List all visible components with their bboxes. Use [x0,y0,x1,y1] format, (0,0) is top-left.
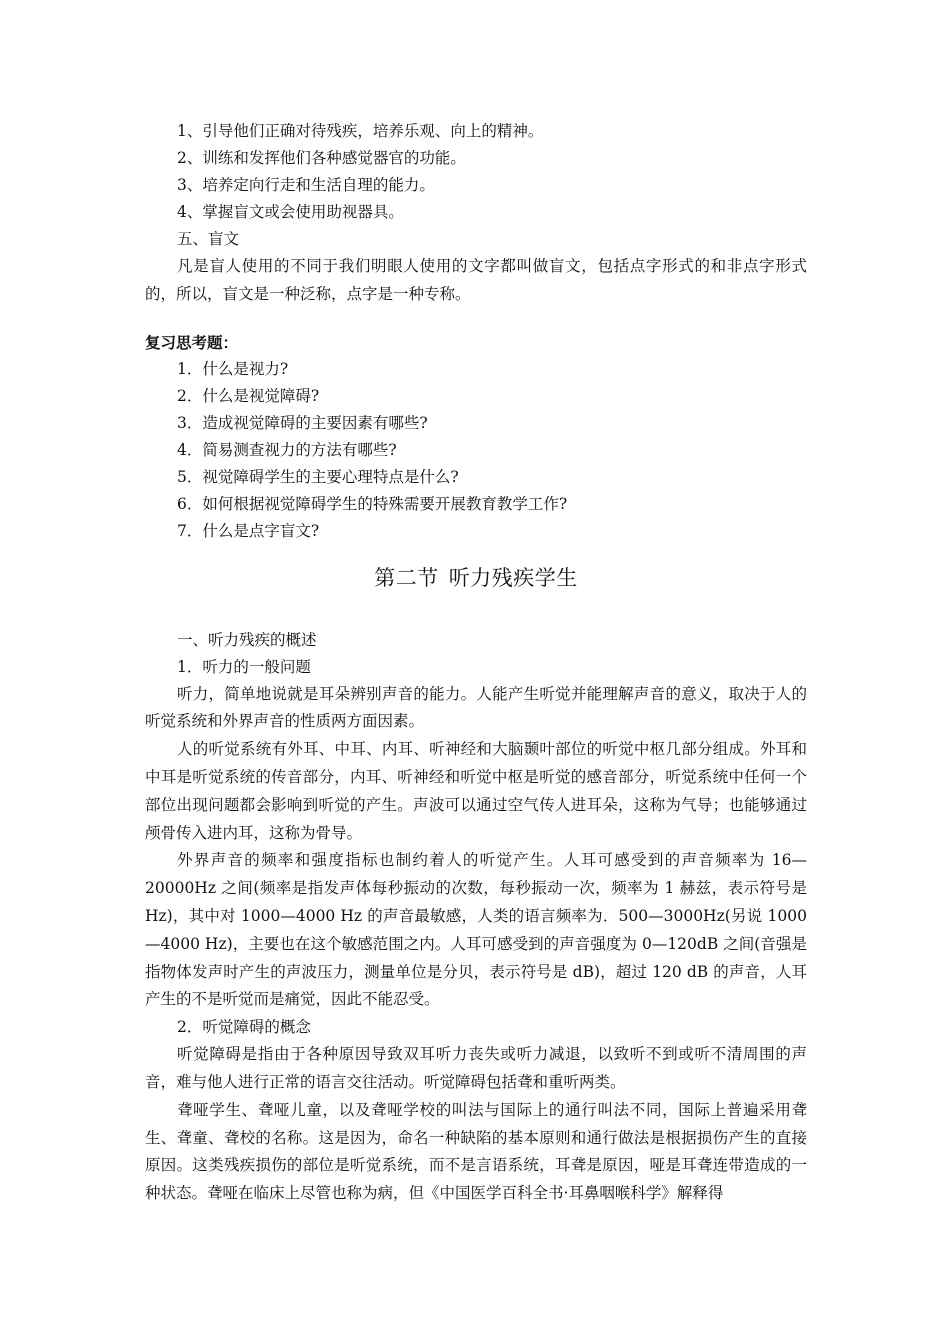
review-question-2: 2．什么是视觉障碍? [177,386,320,405]
deaf-terminology-paragraph: 聋哑学生、聋哑儿童，以及聋哑学校的叫法与国际上的通行叫法不同，国际上普遍采用聋生、聋童、聋校的名称。这是因为，命名一种缺陷的基本原则和通行做法是根据损伤产生的直接原因。这类残疾损伤的部位是听觉系统，而不是言语系统，耳聋是原因，哑是耳聋连带造成的一种状态。聋哑在临床上尽管也称为病，但《中国医学百科全书·耳鼻咽喉科学》解释得 [145,1100,807,1203]
spacer [145,309,807,329]
subsection-2-heading: 2．听觉障碍的概念 [177,1018,311,1037]
goal-item-4: 4、掌握盲文或会使用助视器具。 [177,203,404,221]
section-title [145,563,807,593]
review-question-5: 5．视觉障碍学生的主要心理特点是什么? [177,467,459,486]
review-heading: 复习思考题： [145,332,239,352]
braille-heading: 五、盲文 [177,230,240,248]
review-question-6: 6．如何根据视觉障碍学生的特殊需要开展教育教学工作? [177,494,568,513]
review-question-1: 1．什么是视力? [177,359,289,378]
sound-frequency-paragraph: 外界声音的频率和强度指标也制约着人的听觉产生。人耳可感受到的声音频率为 16—20000Hz 之间(频率是指发声体每秒振动的次数，每秒振动一次，频率为 1 赫兹，表示符号是 Hz)，其中对 1000—4000 Hz 的声音最敏感，人类的语言频率为．500—3000Hz(另说 1000—4000 Hz)，主要也在这个敏感范围之内。人耳可感受到的声音强度为 0—120dB 之间(音强是指物体发声时产生的声波压力，测量单位是分贝，表示符号是 dB)，超过 120 dB 的声音，人耳产生的不是听觉而是痛觉，因此不能忍受。 [145,851,807,1009]
overview-heading: 一、听力残疾的概述 [177,630,317,649]
goal-item-3: 3、培养定向行走和生活自理的能力。 [177,176,435,194]
hearing-definition-paragraph: 听力，简单地说就是耳朵辨别声音的能力。人能产生听觉并能理解声音的意义，取决于人的听觉系统和外界声音的性质两方面因素。 [145,684,807,731]
review-question-7: 7．什么是点字盲文? [177,521,320,540]
auditory-system-paragraph: 人的听觉系统有外耳、中耳、内耳、听神经和大脑颞叶部位的听觉中枢几部分组成。外耳和中耳是听觉系统的传音部分，内耳、听神经和听觉中枢是听觉的感音部分，听觉系统中任何一个部位出现问题都会影响到听觉的产生。声波可以通过空气传人进耳朵，这称为气导；也能够通过颅骨传入进内耳，这称为骨导。 [145,740,807,842]
section-number: 第二节 [374,565,439,590]
goal-item-2: 2、训练和发挥他们各种感觉器官的功能。 [177,149,466,167]
review-question-3: 3．造成视觉障碍的主要因素有哪些? [177,413,428,432]
page-content [145,118,807,1208]
subsection-1-heading: 1．听力的一般问题 [177,657,311,676]
section-name: 听力残疾学生 [448,565,578,590]
goal-item-1: 1、引导他们正确对待残疾，培养乐观、向上的精神。 [177,122,544,140]
braille-paragraph: 凡是盲人使用的不同于我们明眼人使用的文字都叫做盲文，包括点字形式的和非点字形式的，所以，盲文是一种泛称，点字是一种专称。 [145,257,807,303]
hearing-impairment-paragraph: 听觉障碍是指由于各种原因导致双耳听力丧失或听力减退，以致听不到或听不清周围的声音，难与他人进行正常的语言交往活动。听觉障碍包括聋和重听两类。 [145,1045,807,1091]
review-question-4: 4．简易测查视力的方法有哪些? [177,440,397,459]
